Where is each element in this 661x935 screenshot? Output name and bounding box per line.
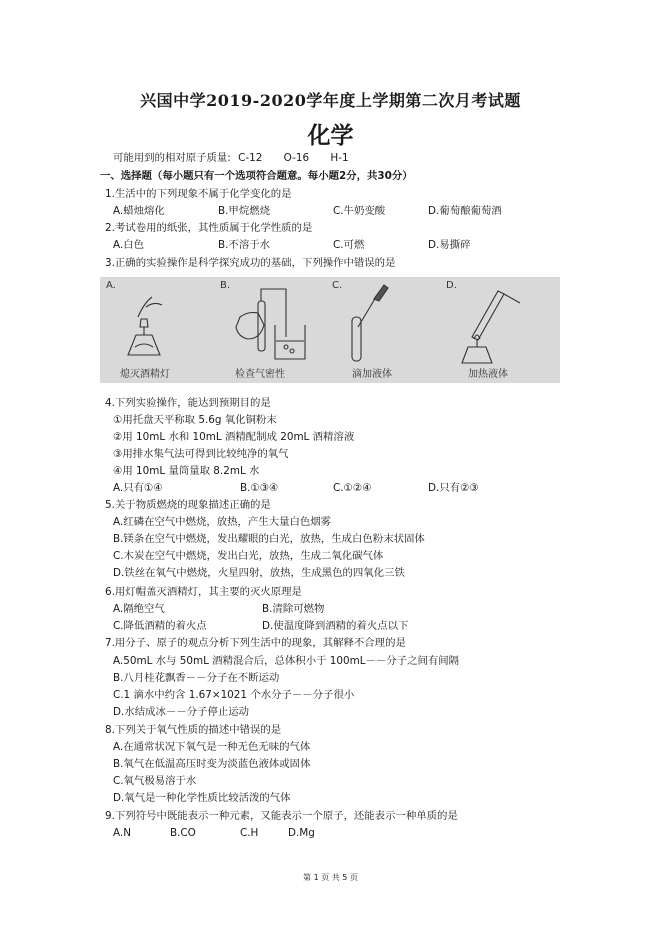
q4-item-1: ①用托盘天平称取 5.6g 氧化铜粉末 (113, 414, 277, 426)
atomic-mass-line (113, 151, 349, 165)
q4-option-d: D.只有②③ (428, 482, 479, 494)
q8-option-c: C.氧气极易溶于水 (113, 775, 197, 787)
q6-option-d: D.使温度降到酒精的着火点以下 (262, 620, 409, 632)
q7-option-b: B.八月桂花飘香－－分子在不断运动 (113, 672, 280, 684)
figure-caption-a: 熄灭酒精灯 (120, 369, 170, 380)
q9-stem: 9.下列符号中既能表示一种元素，又能表示一个原子，还能表示一种单质的是 (105, 810, 458, 822)
q5-option-a: A.红磷在空气中燃烧，放热，产生大量白色烟雾 (113, 516, 332, 528)
subject-title: 化学 (307, 122, 354, 149)
figure-label-c: C. (332, 280, 343, 291)
dropper-drawing (352, 285, 388, 361)
q4-item-2: ②用 10mL 水和 10mL 酒精配制成 20mL 酒精溶液 (113, 431, 355, 443)
q2-stem: 2.考试卷用的纸张，其性质属于化学性质的是 (105, 222, 313, 234)
q6-option-b: B.清除可燃物 (262, 603, 325, 615)
q2-option-c: C.可燃 (333, 239, 365, 251)
q1-stem: 1.生活中的下列现象不属于化学变化的是 (105, 188, 292, 200)
lab-operations-figure (100, 277, 560, 383)
q7-option-a: A.50mL 水与 50mL 酒精混合后，总体积小于 100mL－－分子之间有间隔 (113, 655, 460, 667)
alcohol-lamp-drawing (128, 297, 162, 355)
section1-heading: 一、选择题（每小题只有一个选项符合题意。每小题2分，共30分） (100, 170, 413, 182)
q8-option-d: D.氧气是一种化学性质比较活泼的气体 (113, 792, 291, 804)
q1-option-d: D.葡萄酿葡萄酒 (428, 205, 502, 217)
page-footer: 第 1 页 共 5 页 (303, 873, 358, 882)
exam-title: 兴国中学2019-2020学年度上学期第二次月考试题 (140, 91, 521, 110)
figure-label-a: A. (106, 280, 116, 291)
q6-option-c: C.降低酒精的着火点 (113, 620, 207, 632)
q6-option-a: A.隔绝空气 (113, 603, 165, 615)
q1-option-b: B.甲烷燃烧 (218, 205, 270, 217)
q8-option-b: B.氧气在低温高压时变为淡蓝色液体或固体 (113, 758, 311, 770)
q2-option-b: B.不溶于水 (218, 239, 270, 251)
q3-stem: 3.正确的实验操作是科学探究成功的基础，下列操作中错误的是 (105, 257, 396, 269)
q4-stem: 4.下列实验操作，能达到预期目的是 (105, 397, 271, 409)
q7-stem: 7.用分子、原子的观点分析下列生活中的现象，其解释不合理的是 (105, 637, 406, 649)
figure-caption-b: 检查气密性 (235, 369, 285, 380)
q2-option-d: D.易撕碎 (428, 239, 471, 251)
atomic-mass-o: O-16 (283, 152, 310, 164)
q7-option-c: C.1 滴水中约含 1.67×1021 个水分子－－分子很小 (113, 689, 355, 701)
q9-option-d: D.Mg (288, 827, 315, 839)
q4-item-3: ③用排水集气法可得到比较纯净的氧气 (113, 448, 289, 460)
q4-option-c: C.①②④ (333, 482, 372, 494)
q9-option-a: A.N (113, 827, 132, 839)
q4-option-a: A.只有①④ (113, 482, 163, 494)
q2-option-a: A.白色 (113, 239, 145, 251)
q4-item-4: ④用 10mL 量筒量取 8.2mL 水 (113, 465, 260, 477)
q7-option-d: D.水结成冰－－分子停止运动 (113, 706, 249, 718)
q5-option-c: C.木炭在空气中燃烧，发出白光，放热，生成二氧化碳气体 (113, 550, 384, 562)
q8-option-a: A.在通常状况下氧气是一种无色无味的气体 (113, 741, 311, 753)
figure-caption-c: 滴加液体 (352, 369, 392, 380)
heating-tube-drawing (462, 291, 520, 363)
figure-label-b: B. (220, 280, 231, 291)
atomic-mass-c: C-12 (238, 152, 263, 164)
q4-option-b: B.①③④ (240, 482, 279, 494)
airtightness-drawing (236, 289, 305, 359)
q1-option-a: A.蜡烛熔化 (113, 205, 165, 217)
figure-caption-d: 加热液体 (468, 369, 508, 380)
q9-option-c: C.H (240, 827, 259, 839)
q5-option-b: B.镁条在空气中燃烧，发出耀眼的白光，放热，生成白色粉末状固体 (113, 533, 425, 545)
q8-stem: 8.下列关于氧气性质的描述中错误的是 (105, 724, 282, 736)
q1-option-c: C.牛奶变酸 (333, 205, 386, 217)
q5-stem: 5.关于物质燃烧的现象描述正确的是 (105, 499, 271, 511)
atomic-mass-label: 可能用到的相对原子质量: (113, 152, 231, 164)
q5-option-d: D.铁丝在氧气中燃烧，火星四射，放热，生成黑色的四氧化三铁 (113, 567, 405, 579)
q6-stem: 6.用灯帽盖灭酒精灯，其主要的灭火原理是 (105, 586, 302, 598)
atomic-mass-h: H-1 (330, 152, 349, 164)
figure-label-d: D. (446, 280, 457, 291)
q9-option-b: B.CO (170, 827, 196, 839)
